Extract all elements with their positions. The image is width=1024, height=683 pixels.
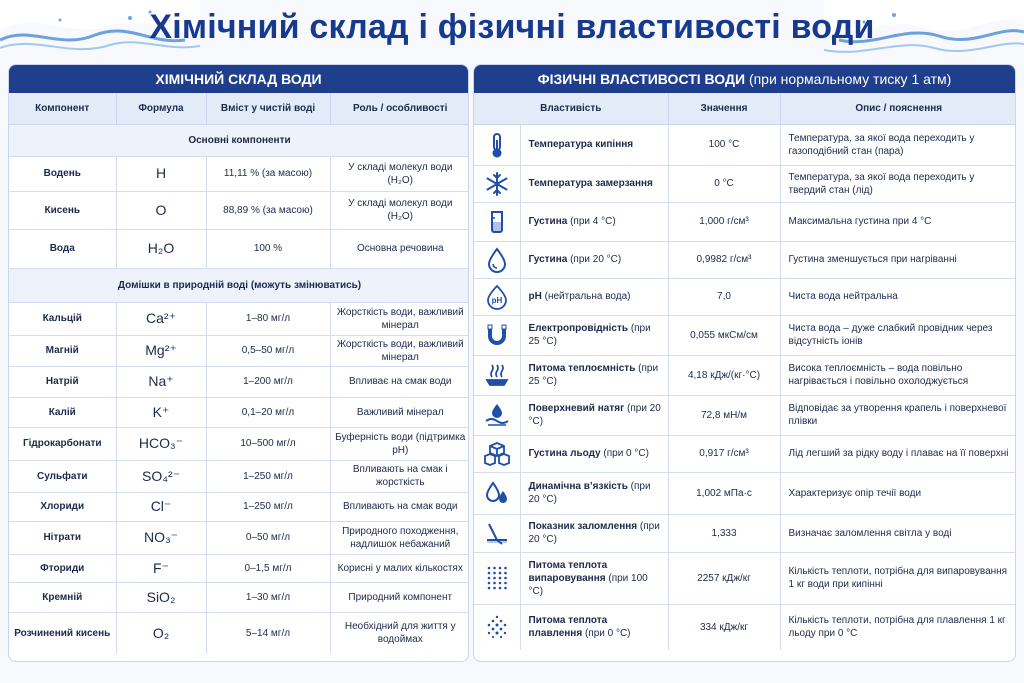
component-content: 88,89 % (за масою): [206, 191, 330, 229]
component-formula: Cl⁻: [116, 492, 206, 521]
property-name: Температура кипіння: [528, 139, 634, 150]
component-role: У складі молекул води (H₂O): [330, 156, 469, 191]
property-value: 0 °C: [668, 165, 780, 202]
property-row: [474, 514, 1016, 552]
component-row: [9, 366, 469, 397]
property-row: [474, 355, 1016, 395]
component-content: 0,1–20 мг/л: [206, 397, 330, 427]
property-value: 1,000 г/см³: [668, 202, 780, 241]
property-condition: (при 20 °C): [528, 481, 651, 505]
component-content: 10–500 мг/л: [206, 427, 330, 460]
component-formula: O₂: [116, 612, 206, 654]
component-formula: K⁺: [116, 397, 206, 427]
property-icon-cell: [474, 552, 520, 604]
property-name: Електропровідність: [528, 323, 629, 334]
component-row: [9, 492, 469, 521]
component-formula: Na⁺: [116, 366, 206, 397]
property-row: [474, 202, 1016, 241]
column-header: Роль / особливості: [330, 93, 469, 124]
property-value: 0,9982 г/см³: [668, 241, 780, 278]
component-formula: SiO₂: [116, 582, 206, 612]
property-value: 2257 кДж/кг: [668, 552, 780, 604]
component-content: 0,5–50 мг/л: [206, 335, 330, 366]
melting-dots-icon: [484, 614, 510, 640]
property-description: Відповідає за утворення крапель і поверхневої плівки: [780, 395, 1016, 435]
ice-cubes-icon: [484, 441, 510, 467]
property-row: [474, 315, 1016, 355]
physical-properties-panel: [473, 64, 1016, 662]
property-value: 0,055 мкСм/см: [668, 315, 780, 355]
magnet-icon: [484, 322, 510, 348]
property-name-cell: [520, 395, 668, 435]
property-condition: (при 25 °C): [528, 363, 659, 387]
component-formula: Mg²⁺: [116, 335, 206, 366]
component-row: [9, 427, 469, 460]
property-condition: (при 4 °C): [570, 216, 616, 227]
property-row: [474, 278, 1016, 315]
property-description: Максимальна густина при 4 °C: [780, 202, 1016, 241]
column-header: Вміст у чистій воді: [206, 93, 330, 124]
chemical-table: [9, 93, 469, 654]
component-row: [9, 460, 469, 492]
property-value: 1,002 мПа·с: [668, 472, 780, 514]
property-condition: (при 0 °C): [584, 628, 631, 640]
property-icon-cell: [474, 278, 520, 315]
component-name: Калій: [9, 397, 116, 427]
svg-text:pH: pH: [491, 295, 503, 305]
ph-icon: [484, 284, 510, 310]
component-row: [9, 554, 469, 582]
property-name-cell: [520, 202, 668, 241]
property-name: Питома теплоємність: [528, 363, 636, 374]
component-name: Водень: [9, 156, 116, 191]
property-name: Густина: [528, 216, 568, 227]
property-condition: (при 0 °C): [603, 448, 649, 459]
property-description: Кількість теплоти, потрібна для випаровування 1 кг води при кипінні: [780, 552, 1016, 604]
component-role: Впливають на смак води: [330, 492, 469, 521]
component-formula: Ca²⁺: [116, 302, 206, 335]
physical-table: [474, 93, 1016, 650]
property-icon-cell: [474, 202, 520, 241]
component-row: [9, 229, 469, 268]
chemical-panel-title: ХІМІЧНИЙ СКЛАД ВОДИ: [9, 65, 468, 93]
component-role: Корисні у малих кількостях: [330, 554, 469, 582]
component-name: Кисень: [9, 191, 116, 229]
component-formula: HCO₃⁻: [116, 427, 206, 460]
component-content: 11,11 % (за масою): [206, 156, 330, 191]
property-name-cell: [520, 278, 668, 315]
property-condition: (при 100 °C): [528, 572, 648, 597]
property-condition: (при 20 °C): [528, 521, 660, 545]
property-icon-cell: [474, 355, 520, 395]
property-value: 334 кДж/кг: [668, 604, 780, 650]
component-row: [9, 582, 469, 612]
component-content: 0–1,5 мг/л: [206, 554, 330, 582]
component-role: Необхідний для життя у водоймах: [344, 621, 456, 646]
component-role: У складі молекул води (H₂O): [330, 191, 469, 229]
property-icon-cell: [474, 124, 520, 165]
component-role: Буферність води (підтримка pH): [330, 427, 469, 460]
component-formula: SO₄²⁻: [116, 460, 206, 492]
property-name-cell: [520, 355, 668, 395]
section-label: Основні компоненти: [9, 124, 469, 156]
component-role: Важливий мінерал: [330, 397, 469, 427]
property-value: 1,333: [668, 514, 780, 552]
property-icon-cell: [474, 514, 520, 552]
section-row: [9, 268, 469, 302]
property-name: Густина: [528, 254, 568, 265]
property-name-cell: [520, 552, 668, 604]
component-name: Натрій: [9, 366, 116, 397]
thermometer-icon: [484, 132, 510, 158]
property-value: 100 °C: [668, 124, 780, 165]
component-content: 100 %: [206, 229, 330, 268]
water-drop-icon: [484, 247, 510, 273]
property-name-cell: [520, 124, 668, 165]
property-name-cell: [520, 472, 668, 514]
property-icon-cell: [474, 435, 520, 472]
beaker-icon: [484, 209, 510, 235]
property-row: [474, 165, 1016, 202]
component-name: Нітрати: [9, 521, 116, 554]
chemical-header-row: [9, 93, 469, 124]
property-name: Густина льоду: [528, 448, 601, 459]
component-row: [9, 191, 469, 229]
property-description: Чиста вода – дуже слабкий провідник через відсутність іонів: [780, 315, 1016, 355]
property-description: Температура, за якої вода переходить у твердий стан (лід): [780, 165, 1016, 202]
component-role: Основна речовина: [330, 229, 469, 268]
physical-title-note: (при нормальному тиску 1 атм): [748, 71, 952, 87]
property-condition: (при 20 °C): [570, 254, 622, 265]
component-role: Природний компонент: [330, 582, 469, 612]
property-condition: (при 25 °C): [528, 323, 651, 347]
property-name: Питома теплота плавлення: [528, 615, 608, 640]
component-name: Фториди: [9, 554, 116, 582]
refraction-icon: [484, 520, 510, 546]
property-name-cell: [520, 165, 668, 202]
property-value: 72,8 мН/м: [668, 395, 780, 435]
heating-icon: [484, 362, 510, 388]
page-title: Хімічний склад і фізичні властивості води: [149, 8, 875, 46]
physical-title-text: ФІЗИЧНІ ВЛАСТИВОСТІ ВОДИ: [537, 71, 746, 87]
property-name-cell: [520, 514, 668, 552]
column-header: Значення: [668, 93, 780, 124]
property-name-cell: [520, 435, 668, 472]
property-value: 0,917 г/см³: [668, 435, 780, 472]
component-content: 1–250 мг/л: [206, 492, 330, 521]
snowflake-icon: [484, 171, 510, 197]
property-icon-cell: [474, 472, 520, 514]
section-label: Домішки в природній воді (можуть змінюватись): [9, 268, 469, 302]
component-role: Жорсткість води, важливий мінерал: [330, 335, 469, 366]
chemical-composition-panel: [8, 64, 469, 662]
property-icon-cell: [474, 241, 520, 278]
component-name: Розчинений кисень: [9, 612, 116, 654]
property-description: Температура, за якої вода переходить у газоподібний стан (пара): [780, 124, 1016, 165]
component-role: Жорсткість води, важливий мінерал: [330, 302, 469, 335]
component-formula: H₂O: [116, 229, 206, 268]
component-row: [9, 335, 469, 366]
component-name: Вода: [9, 229, 116, 268]
component-formula: O: [116, 191, 206, 229]
property-description: Характеризує опір течії води: [780, 472, 1016, 514]
property-description: Густина зменшується при нагріванні: [780, 241, 1016, 278]
column-header: Властивість: [474, 93, 668, 124]
property-description: Чиста вода нейтральна: [780, 278, 1016, 315]
component-name: Кремній: [9, 582, 116, 612]
property-name: Питома теплота випаровування: [528, 559, 608, 584]
component-formula: H: [116, 156, 206, 191]
component-role: Природного походження, надлишок небажаний: [330, 521, 469, 554]
property-icon-cell: [474, 315, 520, 355]
surface-tension-icon: [484, 402, 510, 428]
physical-panel-title: [474, 65, 1015, 93]
property-name: Динамічна в’язкість: [528, 481, 628, 492]
component-row: [9, 302, 469, 335]
property-name: Температура замерзання: [528, 178, 653, 189]
property-row: [474, 435, 1016, 472]
property-row: [474, 395, 1016, 435]
component-name: Сульфати: [9, 460, 116, 492]
component-row: [9, 156, 469, 191]
component-row: [9, 521, 469, 554]
column-header: Компонент: [9, 93, 116, 124]
property-name: Поверхневий натяг: [528, 403, 625, 414]
component-role: Впливає на смак води: [330, 366, 469, 397]
property-row: [474, 552, 1016, 604]
component-role: Впливають на смак і жорсткість: [330, 460, 469, 492]
property-value: 7,0: [668, 278, 780, 315]
property-row: [474, 124, 1016, 165]
property-name-cell: [520, 315, 668, 355]
component-row: [9, 612, 469, 654]
component-name: Кальцій: [9, 302, 116, 335]
component-name: Магній: [9, 335, 116, 366]
property-description: Висока теплоємність – вода повільно нагрівається і повільно охолоджується: [780, 355, 1016, 395]
vapor-dots-icon: [484, 565, 510, 591]
property-icon-cell: [474, 604, 520, 650]
physical-header-row: [474, 93, 1016, 124]
column-header: Формула: [116, 93, 206, 124]
component-content: 1–80 мг/л: [206, 302, 330, 335]
property-name: Показник заломлення: [528, 521, 638, 532]
property-value: 4,18 кДж/(кг·°C): [668, 355, 780, 395]
component-content: 0–50 мг/л: [206, 521, 330, 554]
property-row: [474, 241, 1016, 278]
component-content: 1–250 мг/л: [206, 460, 330, 492]
component-content: 1–200 мг/л: [206, 366, 330, 397]
property-icon-cell: [474, 165, 520, 202]
component-name: Гідрокарбонати: [9, 427, 116, 460]
component-row: [9, 397, 469, 427]
property-row: [474, 472, 1016, 514]
component-formula: NO₃⁻: [116, 521, 206, 554]
property-description: Лід легший за рідку воду і плаває на її поверхні: [780, 435, 1016, 472]
property-icon-cell: [474, 395, 520, 435]
component-name: Хлориди: [9, 492, 116, 521]
property-name-cell: [520, 604, 668, 650]
property-name: pH: [528, 291, 542, 302]
component-content: 1–30 мг/л: [206, 582, 330, 612]
property-condition: (при 20 °C): [528, 403, 661, 427]
property-condition: (нейтральна вода): [544, 291, 631, 302]
viscosity-drops-icon: [484, 480, 510, 506]
property-row: [474, 604, 1016, 650]
column-header: Опис / пояснення: [780, 93, 1016, 124]
property-name-cell: [520, 241, 668, 278]
component-formula: F⁻: [116, 554, 206, 582]
property-description: Кількість теплоти, потрібна для плавлення 1 кг льоду при 0 °C: [788, 615, 1006, 640]
property-description: Визначає заломлення світла у воді: [780, 514, 1016, 552]
section-row: [9, 124, 469, 156]
component-content: 5–14 мг/л: [206, 612, 330, 654]
